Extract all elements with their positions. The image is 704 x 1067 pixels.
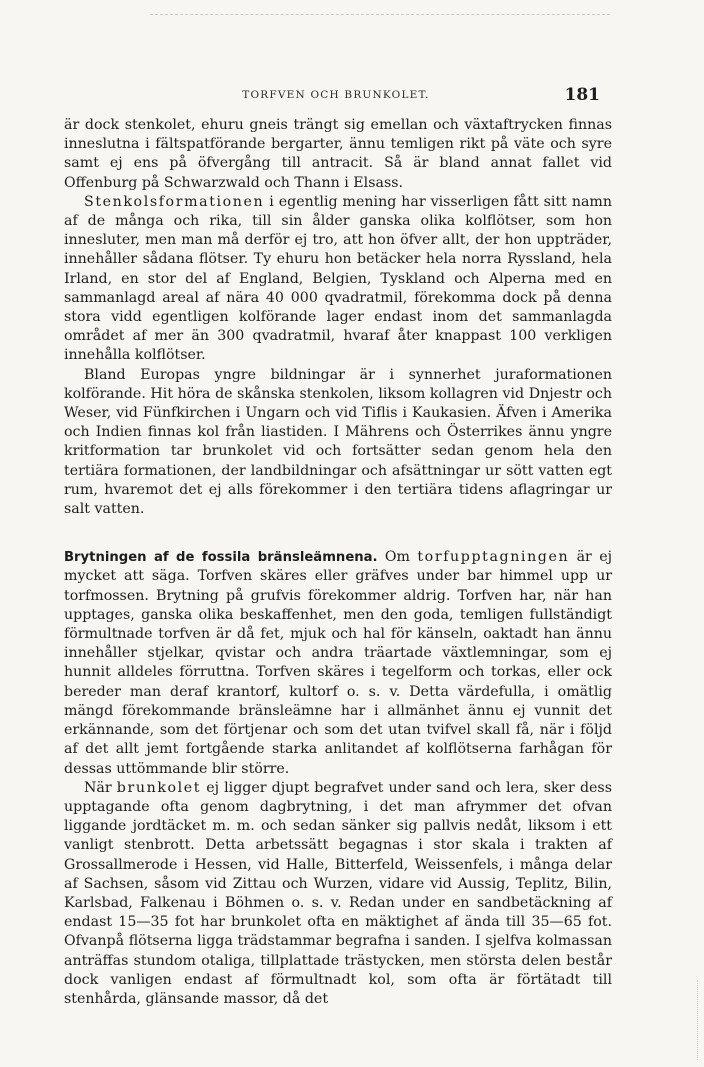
running-title: TORFVEN OCH BRUNKOLET. — [242, 89, 430, 101]
top-scan-rule — [150, 14, 610, 15]
paragraph-5-text: ej ligger djupt begrafvet under sand och lera, sker dess upptagande ofta genom dagbrytning, i det man afrymmer det ofvan liggande jordtäcket m. m. och sedan sänker sig pallvis nedåt, liksom i ett vanligt stenbrott. Detta arbetssätt begagnas i stor skala i trakten af Grossallmerode i Hessen, vid Halle, Bitterfeld, Weissenfels, i många delar af Sachsen, såsom vid Zittau och Wurzen, vidare vid Aussig, Teplitz, Bilin, Karlsbad, Falkenau i Böhmen o. s. v. Redan under en sandbetäckning af endast 15—35 fot har brunkolet ofta en mäktighet af ända till 35—65 fot. Ofvanpå flötserna ligga trädstammar begrafna i sanden. I sjelfva kolmassan anträffas stundom otaliga, tillplattade trästycken, men största delen består dock vanligen endast af förmultnadt kol, som ofta är förtätadt till stenhårda, glänsande massor, då det — [64, 779, 612, 1007]
section-heading: Brytningen af de fossila bränsleämnena. — [64, 550, 378, 566]
page-number: 181 — [564, 85, 600, 105]
section-break — [64, 519, 612, 548]
paragraph-4-intro: Om — [377, 549, 418, 566]
term-torfupptagningen: torfupptagningen — [417, 549, 570, 566]
paragraph-2 — [64, 193, 612, 366]
paragraph-4 — [64, 548, 612, 778]
page-header — [72, 85, 600, 107]
term-brunkolet: brunkolet — [116, 779, 202, 796]
paragraph-5 — [64, 779, 612, 1009]
scan-margin-marks — [667, 980, 698, 1060]
paragraph-1: är dock stenkolet, ehuru gneis trängt sig emellan och växtaftrycken finnas inneslutna i fältspatförande bergarter, ännu temligen rikt på väte och syre samt ej ens på öfvergång till antracit. Så är bland annat fallet vid Offenburg på Schwarzwald och Thann i Elsass. — [64, 117, 612, 191]
term-stenkolsformationen: Stenkolsformationen — [84, 193, 265, 210]
paragraph-4-text: är ej mycket att säga. Torfven skäres eller gräfves under bar himmel upp ur torfmossen. Brytning på grufvis förekommer aldrig. Torfven har, när han upptages, ganska olika beskaffenhet, men den goda, temligen fullständigt förmultnade torfven är då fet, mjuk och hal för känseln, oaktadt han ännu innehåller stjelkar, qvistar och andra träartade växtlemningar, som ej hunnit alldeles förruttna. Torfven skäres i tegelform och torkas, eller ock bereder man deraf krantorf, kultorf o. s. v. Detta värdefulla, i omätlig mängd förekommande bränsleämne har i allmänhet ännu ej vunnit det erkännande, som det förtjenar och som det utan tvifvel skall få, när i följd af det allt jemt fortgående starka anlitandet af kolflötserna farhågan för dessas uttömmande blir större. — [64, 549, 612, 777]
paragraph-2-text: i egentlig mening har visserligen fått sitt namn af de många och rika, till sin ålder ganska olika kolflötser, som hon innesluter, men man må derför ej tro, att hon öfver allt, der hon uppträder, innehåller sådana flötser. Ty ehuru hon betäcker hela norra Ryssland, hela Irland, en stor del af England, Belgien, Tyskland och Alperna med en sammanlagd areal af nära 40 000 qvadratmil, förekomma dock på denna stora vidd egentligen kolförande lager endast inom det sammanlagda området af mer än 300 qvadratmil, hvaraf åter knappast 100 verkligen innehålla kolflötser. — [64, 193, 612, 364]
body-text — [64, 116, 612, 1009]
paragraph-5-lead: När — [84, 779, 117, 796]
paragraph-3: Bland Europas yngre bildningar är i synnerhet juraformationen kolförande. Hit höra de skånska stenkolen, liksom kollagren vid Dnjestr och Weser, vid Fünfkirchen i Ungarn och vid Tiflis i Kaukasien. Äfven i Amerika och Indien finnas kol från liastiden. I Mährens och Österrikes ännu yngre kritformation tar brunkolet vid och fortsätter sedan genom hela den tertiära formationen, der landbildningar och afsättningar ur sött vatten egt rum, hvaremot det ej alls förekommer i den tertiära tidens aflagringar ur salt vatten. — [64, 366, 612, 518]
